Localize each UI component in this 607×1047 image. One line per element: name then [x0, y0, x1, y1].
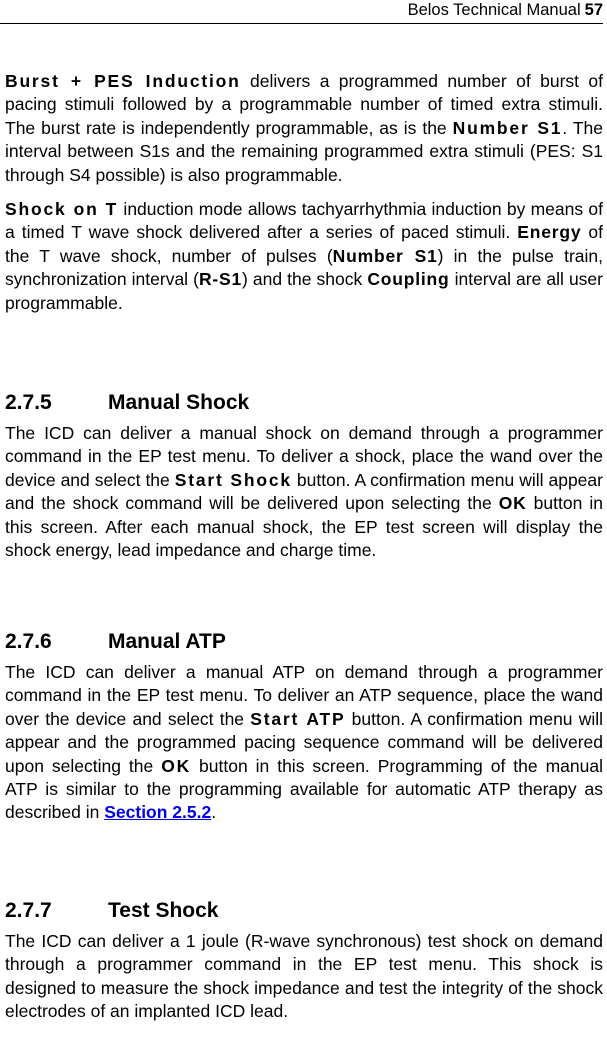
- section-title: Test Shock: [108, 899, 219, 922]
- coupling-term: Coupling: [367, 269, 450, 290]
- number-s1-term: Number S1: [452, 117, 563, 138]
- burst-text-2: . The interval between S1s and the remaining programmed extra stimuli (PES: S1 through S4 possible) is also programmable.: [5, 117, 603, 185]
- manual-atp-paragraph: [5, 661, 603, 825]
- page-header: [0, 0, 603, 24]
- page-number: 57: [584, 1, 603, 19]
- manual-shock-text-3: button in this screen. After each manual shock, the EP test screen will display the shock energy, lead impedance and charge time.: [5, 493, 603, 561]
- burst-text-1: delivers a programmed number of burst of pacing stimuli followed by a programmable number of timed extra stimuli. The burst rate is independently programmable, as is the: [5, 71, 603, 138]
- manual-shock-paragraph: [5, 422, 603, 562]
- manual-shock-text-1: The ICD can deliver a manual shock on demand through a programmer command in the EP test menu. To deliver a shock, place the wand over the device and select the: [5, 423, 603, 490]
- manual-atp-text-4: .: [211, 802, 217, 823]
- section-manual-shock: [5, 390, 603, 562]
- ok-term: OK: [498, 493, 527, 514]
- ok-term: OK: [161, 755, 192, 776]
- shock-on-t-paragraph: [5, 198, 603, 315]
- section-number: 2.7.6: [5, 630, 52, 653]
- section-title: Manual Shock: [108, 391, 250, 414]
- test-shock-paragraph: The ICD can deliver a 1 joule (R-wave synchronous) test shock on demand through a programmer command in the EP test menu. This shock is designed to measure the shock impedance and test the integrity of the shock electrodes of an implanted ICD lead.: [5, 931, 603, 1022]
- energy-term: Energy: [517, 222, 582, 243]
- manual-atp-text-3: button in this screen. Programming of the manual ATP is similar to the programming available for automatic ATP therapy as described in: [5, 755, 603, 823]
- shock-on-t-text-3: ) in the pulse train, synchronization interval (: [5, 245, 604, 290]
- start-shock-term: Start Shock: [174, 469, 292, 490]
- section-heading: [5, 390, 603, 416]
- burst-pes-paragraph: [5, 70, 603, 187]
- section-heading: [5, 629, 603, 655]
- shock-on-t-text-2: of the T wave shock, number of pulses (: [5, 222, 603, 266]
- shock-on-t-term: Shock on T: [5, 199, 119, 220]
- section-test-shock: [5, 898, 603, 1024]
- manual-shock-text-2: button. A confirmation menu will appear and the shock command will be delivered upon selecting the: [5, 469, 603, 514]
- shock-on-t-text-1: induction mode allows tachyarrhythmia induction by means of a timed T wave shock delivered after a series of paced stimuli.: [5, 199, 604, 243]
- shock-on-t-text-4: ) and the shock: [242, 269, 368, 290]
- section-2-5-2-link[interactable]: Section 2.5.2: [104, 802, 212, 823]
- manual-atp-text-1: The ICD can deliver a manual ATP on demand through a programmer command in the EP test menu. To deliver an ATP sequence, place the wand over the device and select the: [5, 662, 603, 729]
- manual-atp-text-2: button. A confirmation menu will appear and the programmed pacing sequence command will be delivered upon selecting the: [5, 708, 604, 776]
- burst-pes-paragraph-block: [5, 70, 603, 315]
- start-atp-term: Start ATP: [250, 708, 346, 729]
- manual-title: Belos Technical Manual: [407, 1, 581, 19]
- section-number: 2.7.5: [5, 391, 52, 414]
- section-title: Manual ATP: [108, 630, 226, 653]
- r-s1-term: R-S1: [198, 269, 243, 290]
- section-number: 2.7.7: [5, 899, 52, 922]
- section-manual-atp: [5, 629, 603, 825]
- shock-on-t-text-5: interval are all user programmable.: [5, 269, 603, 313]
- burst-pes-term: Burst + PES Induction: [5, 71, 241, 91]
- section-heading: [5, 898, 603, 924]
- number-s1-term: Number S1: [332, 245, 438, 266]
